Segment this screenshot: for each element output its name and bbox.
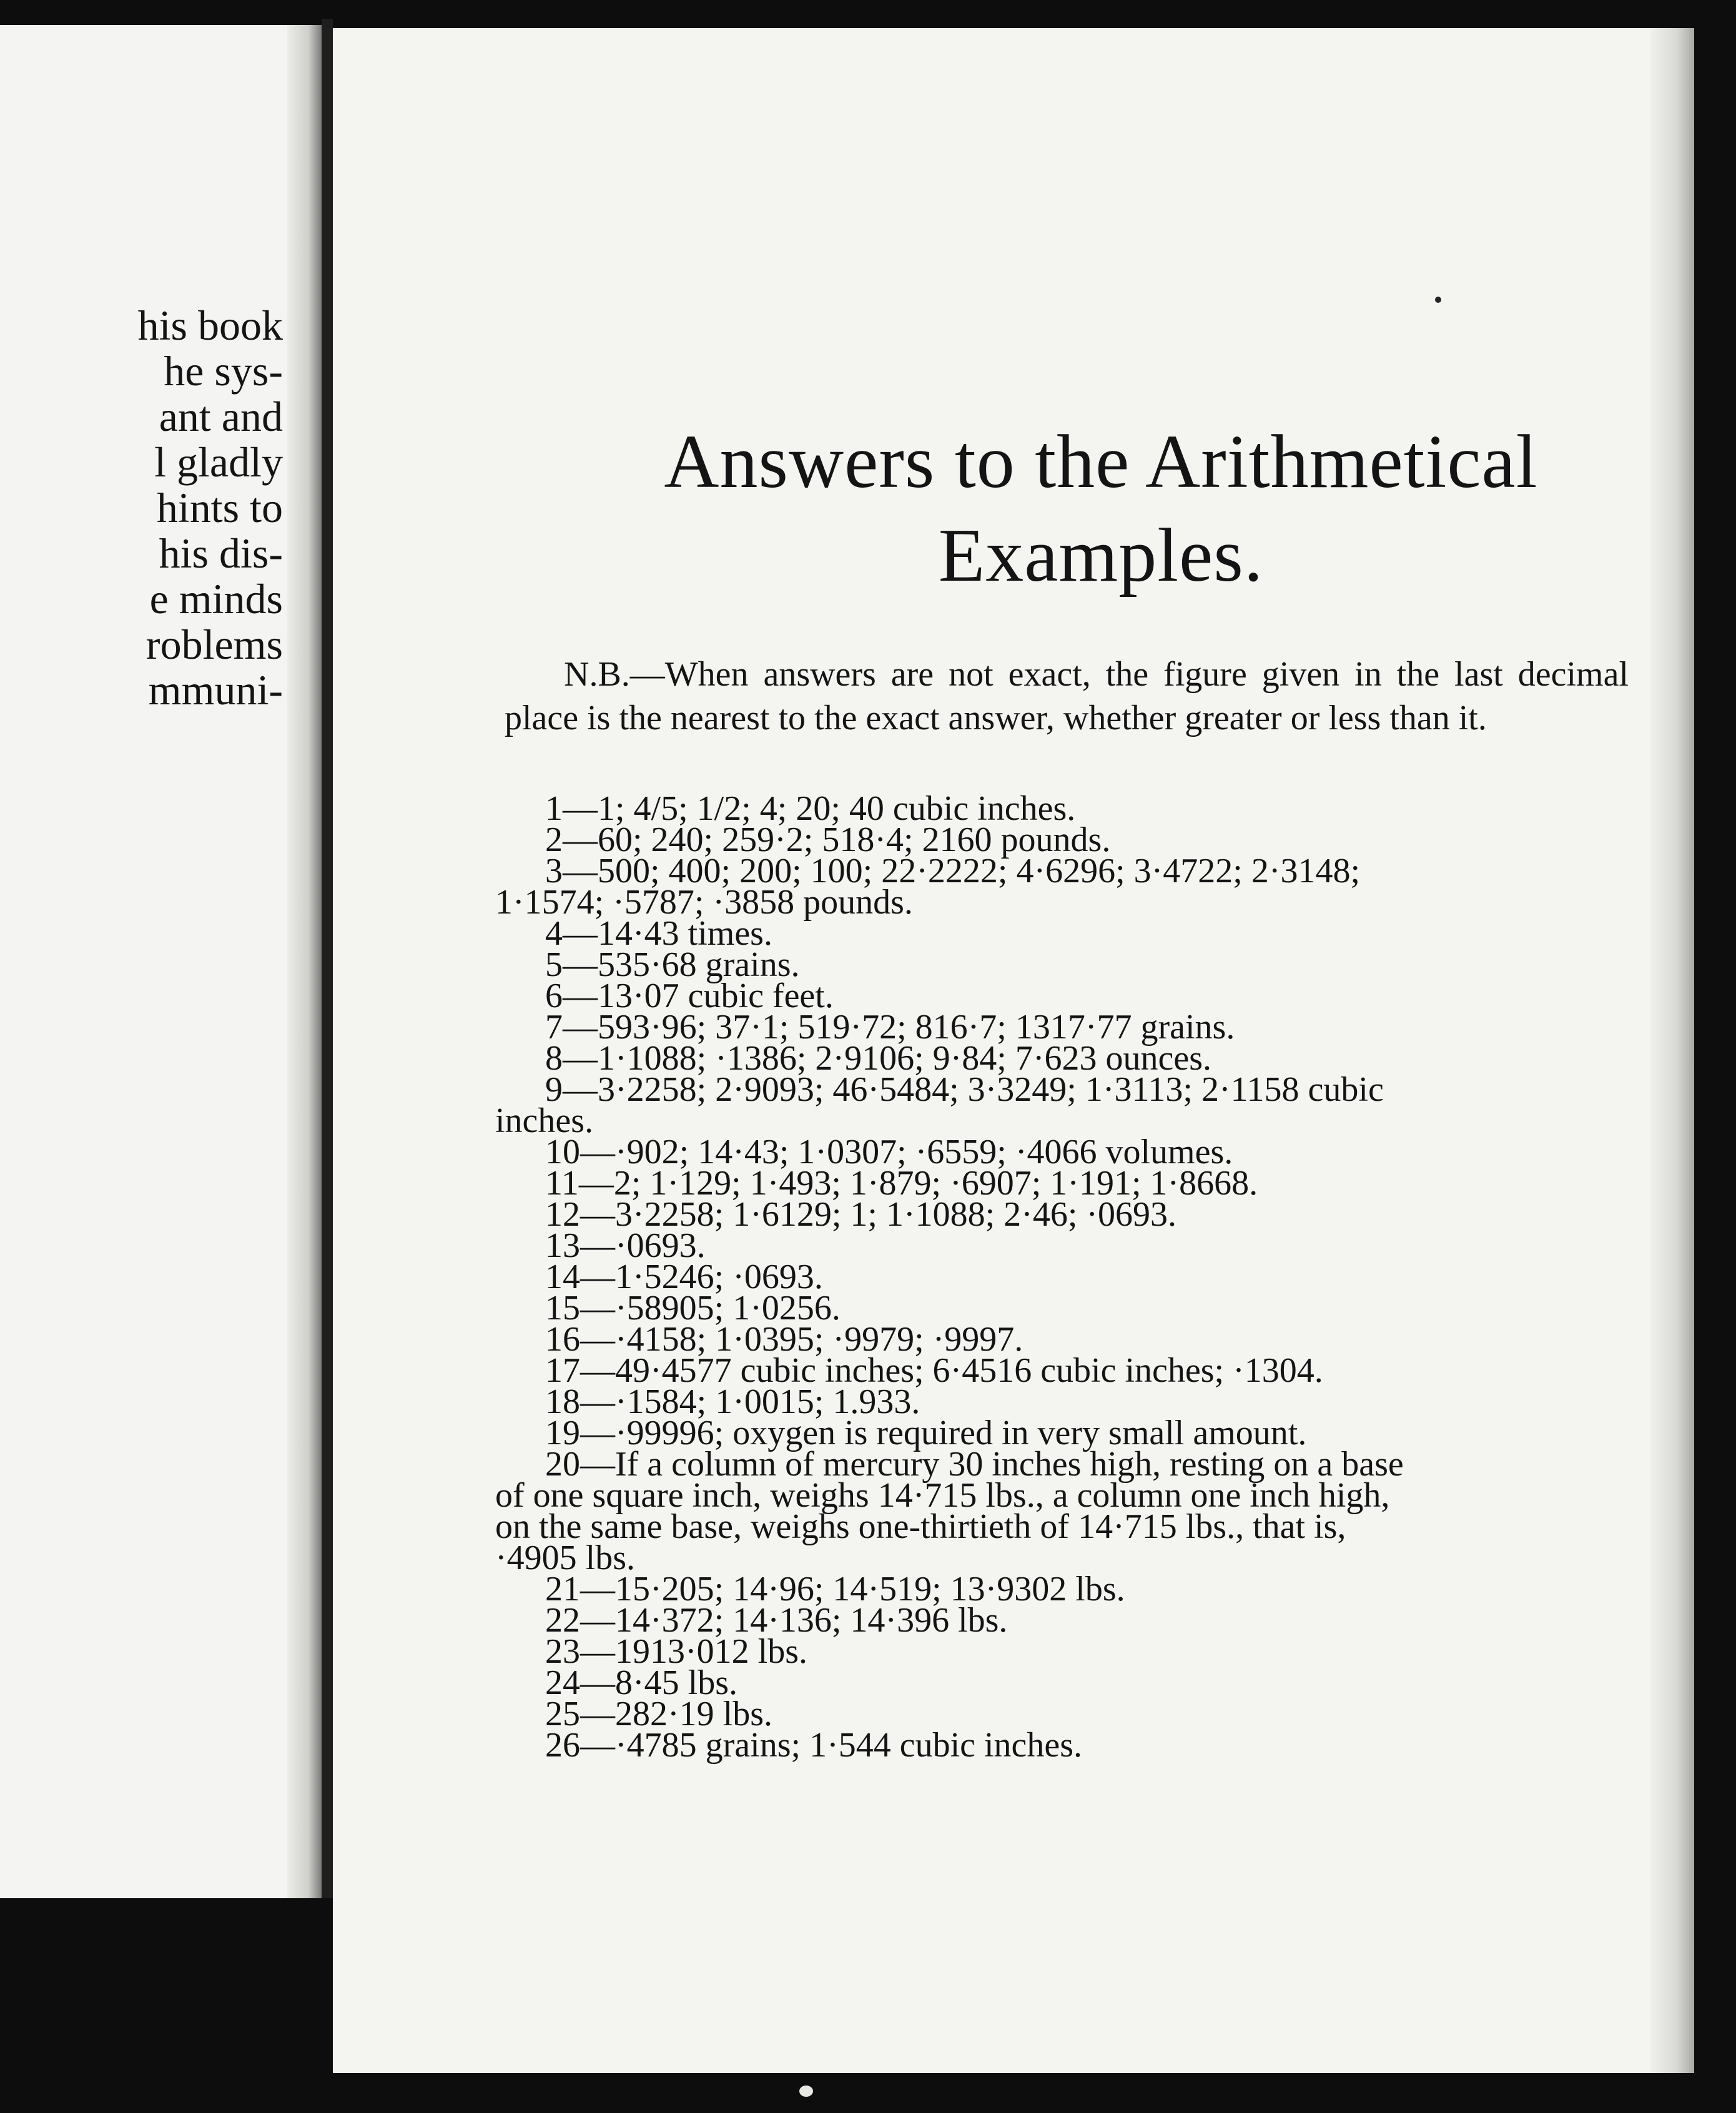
- left-line: his book: [137, 302, 283, 349]
- right-page: [333, 28, 1694, 2073]
- note-paragraph: [505, 653, 1629, 740]
- left-line: hints to: [156, 484, 283, 531]
- left-line: l gladly: [154, 438, 283, 486]
- answer-line: 9—3·2258; 2·9093; 46·5484; 3·3249; 1·3113; 2·1158 cubic: [545, 1070, 1384, 1109]
- left-page-fold: [287, 25, 322, 1898]
- answer-line: 25—282·19 lbs.: [545, 1695, 772, 1733]
- title-line-1: Answers to the Arithmetical: [664, 420, 1538, 504]
- answers-list: [495, 789, 1638, 1765]
- answer-line: 26—·4785 grains; 1·544 cubic inches.: [545, 1726, 1083, 1765]
- page-title: [570, 415, 1632, 603]
- note-text: N.B.—When answers are not exact, the figure given in the last decimal place is the nearest to the exact answer, whether greater or less than it.: [505, 655, 1629, 737]
- answer-line: inches.: [495, 1101, 594, 1140]
- answer-line: 12—3·2258; 1·6129; 1; 1·1088; 2·46; ·0693.: [545, 1195, 1177, 1234]
- answer-line: 4—14·43 times.: [545, 914, 772, 953]
- answer-line: 2—60; 240; 259·2; 518·4; 2160 pounds.: [545, 820, 1111, 859]
- answer-line: 17—49·4577 cubic inches; 6·4516 cubic inches; ·1304.: [545, 1351, 1323, 1390]
- answer-line: 14—1·5246; ·0693.: [545, 1258, 823, 1296]
- answer-line: 6—13·07 cubic feet.: [545, 977, 834, 1015]
- answer-line: 1·1574; ·5787; ·3858 pounds.: [495, 883, 913, 922]
- ink-speck: [799, 2086, 813, 2097]
- answer-line: 24—8·45 lbs.: [545, 1663, 737, 1702]
- answer-line: on the same base, weighs one-thirtieth of 14·715 lbs., that is,: [495, 1507, 1346, 1546]
- answer-line: of one square inch, weighs 14·715 lbs., a column one inch high,: [495, 1476, 1390, 1515]
- answer-line: 10—·902; 14·43; 1·0307; ·6559; ·4066 volumes.: [545, 1133, 1233, 1171]
- left-line: roblems: [145, 621, 283, 668]
- answer-line: 21—15·205; 14·96; 14·519; 13·9302 lbs.: [545, 1570, 1125, 1608]
- left-line: he sys-: [164, 347, 283, 395]
- answer-line: ·4905 lbs.: [495, 1539, 635, 1577]
- answer-line: 19—·99996; oxygen is required in very small amount.: [545, 1414, 1307, 1452]
- answer-line: 16—·4158; 1·0395; ·9979; ·9997.: [545, 1320, 1023, 1359]
- answer-line: 13—·0693.: [545, 1226, 706, 1265]
- right-page-edge: [1650, 28, 1694, 2073]
- left-line: mmuni-: [148, 666, 283, 714]
- answer-line: 1—1; 4/5; 1/2; 4; 20; 40 cubic inches.: [545, 789, 1076, 828]
- left-line: e minds: [149, 575, 283, 623]
- answer-line: 5—535·68 grains.: [545, 945, 800, 984]
- left-page-text: [138, 303, 283, 713]
- book-gutter: [322, 19, 333, 1898]
- left-page: [0, 25, 322, 1898]
- answer-line: 8—1·1088; ·1386; 2·9106; 9·84; 7·623 ounces.: [545, 1039, 1211, 1078]
- left-line: ant and: [159, 393, 283, 440]
- answer-line: 18—·1584; 1·0015; 1.933.: [545, 1382, 920, 1421]
- answer-line: 11—2; 1·129; 1·493; 1·879; ·6907; 1·191; 1·8668.: [545, 1164, 1258, 1203]
- ink-speck: [1435, 297, 1441, 303]
- answer-line: 23—1913·012 lbs.: [545, 1632, 807, 1671]
- answer-line: 3—500; 400; 200; 100; 22·2222; 4·6296; 3·4722; 2·3148;: [545, 852, 1361, 890]
- left-line: his dis-: [159, 529, 283, 577]
- answer-line: 15—·58905; 1·0256.: [545, 1289, 841, 1327]
- answer-line: 7—593·96; 37·1; 519·72; 816·7; 1317·77 grains.: [545, 1008, 1235, 1047]
- title-line-2: Examples.: [938, 513, 1264, 598]
- answer-line: 20—If a column of mercury 30 inches high, resting on a base: [545, 1445, 1404, 1484]
- answer-line: 22—14·372; 14·136; 14·396 lbs.: [545, 1601, 1008, 1640]
